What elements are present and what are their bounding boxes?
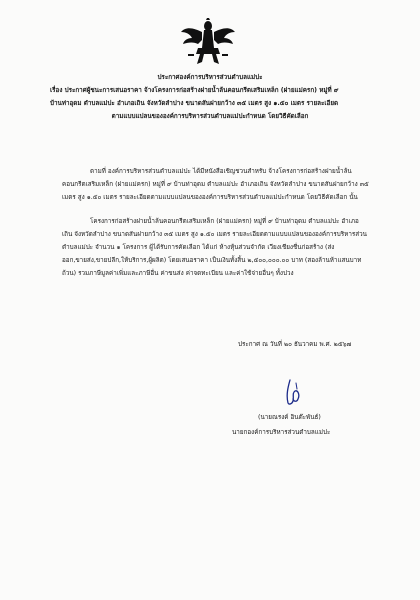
paragraph-1-line-2: คอนกรีตเสริมเหล็ก (ฝายแม่ครก) หมู่ที่ ๙ บ้านท่าอุดม ตำบลแม่ปะ อำเภอเถิน จังหวัดลำปาง ขนาดสันฝายกว้าง ๓๕ <box>62 181 369 188</box>
subject-line-3: ตามแบบแปลนขององค์การบริหารส่วนตำบลแม่ปะกำหนด โดยวิธีคัดเลือก <box>111 113 309 120</box>
paragraph-2-line-4: ออก,ขายส่ง,ขายปลีก,ให้บริการ,ผู้ผลิต) โดยเสนอราคา เป็นเงินทั้งสิ้น ๒,๕๐๐,๐๐๐.๐๐ บาท (สองล้านห้าแสนบาท <box>62 257 362 264</box>
signature-icon <box>280 377 308 407</box>
announcement-heading: ประกาศองค์การบริหารส่วนตำบลแม่ปะ <box>157 74 263 81</box>
subject-line-2: บ้านท่าอุดม ตำบลแม่ปะ อำเภอเถิน จังหวัดลำปาง ขนาดสันฝายกว้าง ๓๕ เมตร สูง ๑.๕๐ เมตร รายละเอียด <box>50 100 339 107</box>
signer-name: (นายณรงค์ อินต๊ะพันธ์) <box>258 414 321 421</box>
paragraph-2-line-3: ตำบลแม่ปะ จำนวน ๑ โครงการ ผู้ได้รับการคัดเลือก ได้แก่ ห้างหุ้นส่วนจำกัด เวียงเชียงชื่นก่อสร้าง (ส่ง <box>62 244 335 251</box>
paragraph-1-line-1: ตามที่ องค์การบริหารส่วนตำบลแม่ปะ ได้มีหนังสือเชิญชวนสำหรับ จ้างโครงการก่อสร้างฝายน้ำล้น <box>90 168 352 175</box>
garuda-emblem-icon <box>180 18 236 66</box>
paragraph-2-line-5: ถ้วน) รวมภาษีมูลค่าเพิ่มและภาษีอื่น ค่าขนส่ง ค่าจดทะเบียน และค่าใช้จ่ายอื่นๆ ทั้งปวง <box>62 270 294 277</box>
paragraph-2-line-1: โครงการก่อสร้างฝายน้ำล้นคอนกรีตเสริมเหล็ก (ฝายแม่ครก) หมู่ที่ ๙ บ้านท่าอุดม ตำบลแม่ปะ อำเภอ <box>90 218 359 225</box>
subject-line-1: เรื่อง ประกาศผู้ชนะการเสนอราคา จ้างโครงการก่อสร้างฝายน้ำล้นคอนกรีตเสริมเหล็ก (ฝายแม่ครก) หมู่ที่ ๙ <box>50 87 339 94</box>
paragraph-1-line-3: เมตร สูง ๑.๕๐ เมตร รายละเอียดตามแบบแปลนขององค์การบริหารส่วนตำบลแม่ปะกำหนด โดยวิธีคัดเลือก นั้น <box>62 194 358 201</box>
paragraph-2-line-2: เถิน จังหวัดลำปาง ขนาดสันฝายกว้าง ๓๕ เมตร สูง ๑.๕๐ เมตร รายละเอียดตามแบบแปลนขององค์การบริหารส่วน <box>62 231 367 238</box>
announcement-date: ประกาศ ณ วันที่ ๒๐ ธันวาคม พ.ศ. ๒๕๖๗ <box>238 341 352 348</box>
signer-position: นายกองค์การบริหารส่วนตำบลแม่ปะ <box>232 429 331 436</box>
